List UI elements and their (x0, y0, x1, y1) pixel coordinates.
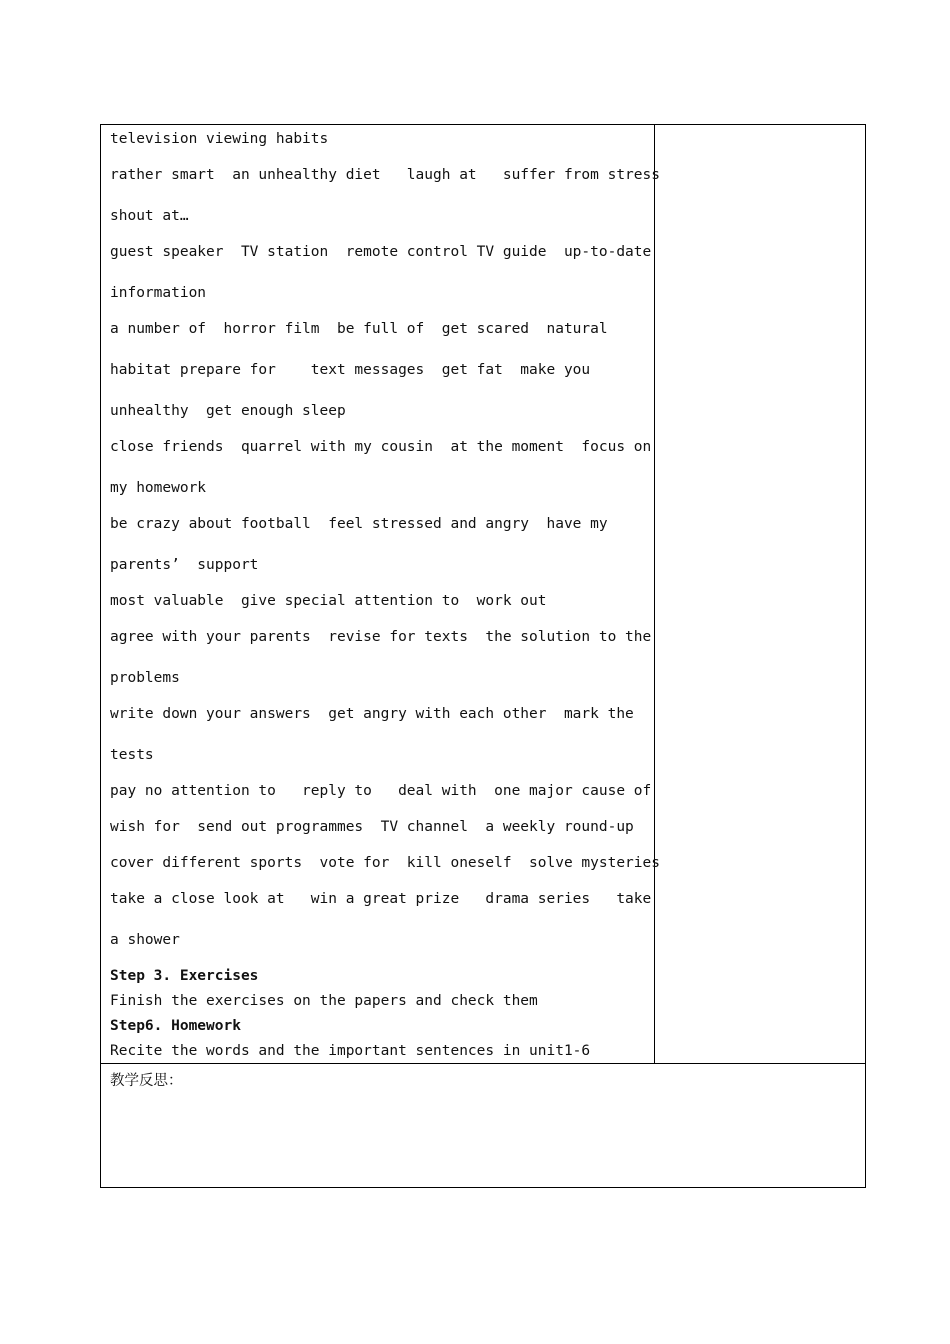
step3-heading: Step 3. Exercises (110, 968, 259, 984)
vocab-line: close friends quarrel with my cousin at the moment focus on (110, 439, 652, 455)
vocab-line: a number of horror film be full of get scared natural (110, 321, 608, 337)
vocab-line: guest speaker TV station remote control TV guide up-to-date (110, 244, 652, 260)
reflection-cell (101, 1064, 865, 1187)
vocab-line: shout at… (110, 208, 189, 224)
vocab-line: problems (110, 670, 180, 686)
step6-text: Recite the words and the important sentences in unit1-6 (110, 1043, 591, 1059)
vocab-line: information (110, 285, 207, 301)
vocab-line: a shower (110, 932, 180, 948)
notes-cell (655, 125, 865, 1063)
vocab-line: parents’ support (110, 557, 259, 573)
vocab-line: write down your answers get angry with each other mark the (110, 706, 634, 722)
vocab-line: wish for send out programmes TV channel a weekly round-up (110, 819, 634, 835)
vocab-line: agree with your parents revise for texts the solution to the (110, 629, 652, 645)
vocab-line: habitat prepare for text messages get fat make you (110, 362, 591, 378)
reflection-label: 教学反思： (110, 1073, 183, 1089)
content-cell (101, 125, 660, 1063)
vocab-line: rather smart an unhealthy diet laugh at suffer from stress (110, 167, 660, 183)
step6-heading: Step6. Homework (110, 1018, 241, 1034)
vocab-line: cover different sports vote for kill oneself solve mysteries (110, 855, 660, 871)
vocab-line: television viewing habits (110, 131, 329, 147)
vocab-line: most valuable give special attention to work out (110, 593, 547, 609)
step3-text: Finish the exercises on the papers and check them (110, 993, 538, 1009)
lesson-table (100, 124, 866, 1188)
vocab-line: unhealthy get enough sleep (110, 403, 346, 419)
vocab-line: be crazy about football feel stressed and angry have my (110, 516, 608, 532)
vocab-line: my homework (110, 480, 207, 496)
vocab-line: pay no attention to reply to deal with one major cause of (110, 783, 652, 799)
vocab-line: tests (110, 747, 154, 763)
vocab-line: take a close look at win a great prize drama series take (110, 891, 652, 907)
